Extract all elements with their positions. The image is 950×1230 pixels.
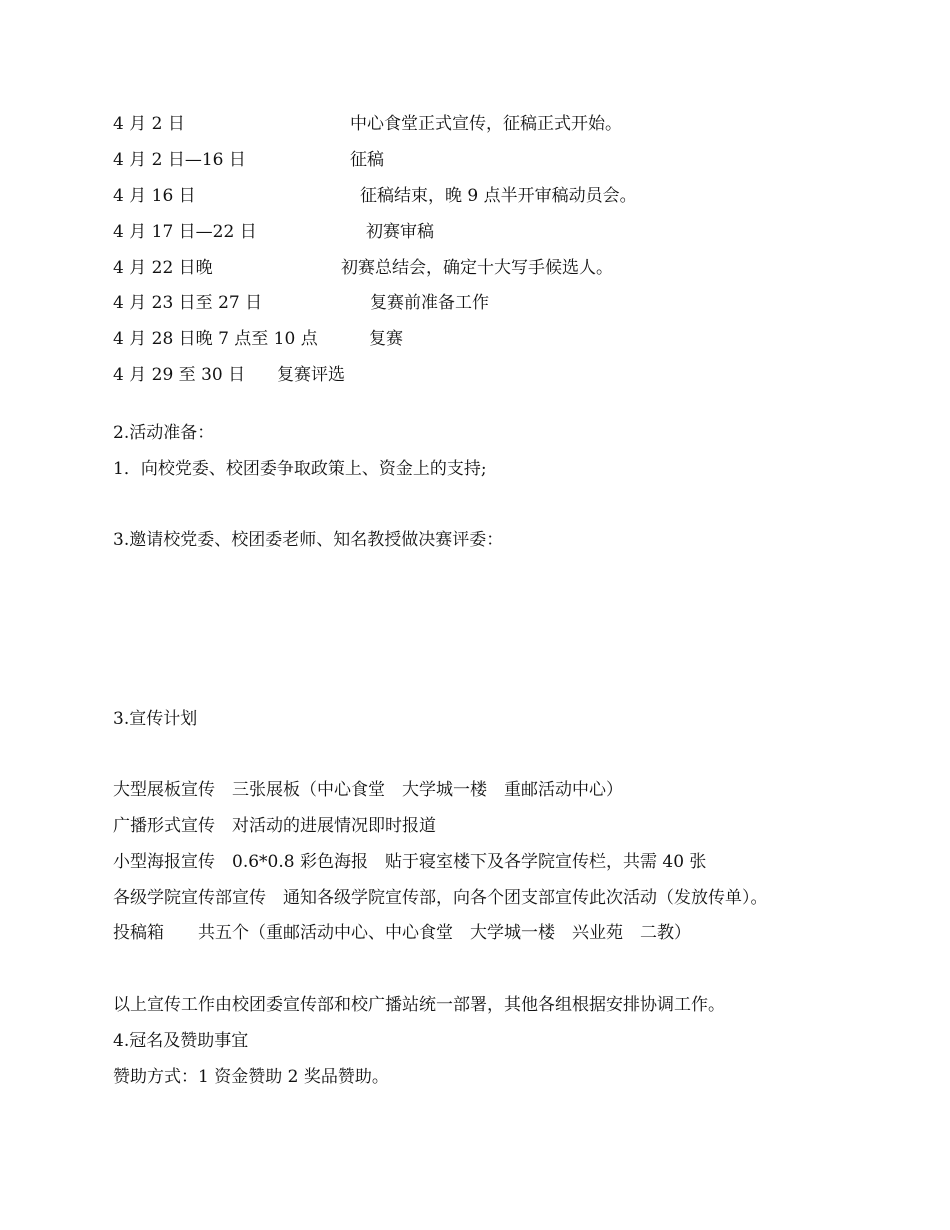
- schedule-row: [113, 186, 637, 206]
- publicity-summary: 以上宣传工作由校团委宣传部和校广播站统一部署，其他各组根据安排协调工作。: [113, 995, 725, 1015]
- publicity-line: 广播形式宣传 对活动的进展情况即时报道: [113, 816, 436, 836]
- schedule-date: 4 月 2 日: [113, 114, 185, 134]
- schedule-row: [113, 150, 384, 170]
- schedule-event: 征稿: [350, 150, 384, 170]
- schedule-date: 4 月 17 日—22 日: [113, 222, 257, 242]
- schedule-row: [113, 293, 489, 313]
- schedule-row: [113, 222, 434, 242]
- schedule-date: 4 月 16 日: [113, 186, 196, 206]
- schedule-event: 初赛审稿: [366, 222, 434, 242]
- schedule-event: 复赛评选: [277, 365, 345, 385]
- schedule-date: 4 月 29 至 30 日: [113, 365, 246, 385]
- schedule-event: 初赛总结会，确定十大写手候选人。: [341, 258, 613, 278]
- schedule-event: 复赛: [369, 329, 403, 349]
- schedule-date: 4 月 22 日晚: [113, 258, 213, 278]
- schedule-row: [113, 365, 345, 385]
- publicity-line: 投稿箱 共五个（重邮活动中心、中心食堂 大学城一楼 兴业苑 二教）: [113, 923, 691, 943]
- schedule-row: [113, 258, 613, 278]
- schedule-row: [113, 329, 403, 349]
- publicity-heading: 3.宣传计划: [113, 709, 198, 729]
- schedule-event: 复赛前准备工作: [370, 293, 489, 313]
- schedule-date: 4 月 28 日晚 7 点至 10 点: [113, 329, 318, 349]
- sponsorship-heading: 4.冠名及赞助事宜: [113, 1031, 249, 1051]
- publicity-line: 各级学院宣传部宣传 通知各级学院宣传部，向各个团支部宣传此次活动（发放传单）。: [113, 888, 768, 908]
- publicity-line: 大型展板宣传 三张展板（中心食堂 大学城一楼 重邮活动中心）: [113, 780, 623, 800]
- schedule-row: [113, 114, 622, 134]
- preparation-item: 1．向校党委、校团委争取政策上、资金上的支持;: [113, 459, 487, 479]
- preparation-heading: 2.活动准备：: [113, 423, 215, 443]
- sponsorship-method: 赞助方式：1 资金赞助 2 奖品赞助。: [113, 1067, 389, 1087]
- preparation-item: 3.邀请校党委、校团委老师、知名教授做决赛评委：: [113, 530, 504, 550]
- schedule-event: 中心食堂正式宣传，征稿正式开始。: [350, 114, 622, 134]
- schedule-date: 4 月 2 日—16 日: [113, 150, 246, 170]
- schedule-date: 4 月 23 日至 27 日: [113, 293, 263, 313]
- publicity-line: 小型海报宣传 0.6*0.8 彩色海报 贴于寝室楼下及各学院宣传栏，共需 40 张: [113, 852, 707, 872]
- schedule-event: 征稿结束，晚 9 点半开审稿动员会。: [360, 186, 637, 206]
